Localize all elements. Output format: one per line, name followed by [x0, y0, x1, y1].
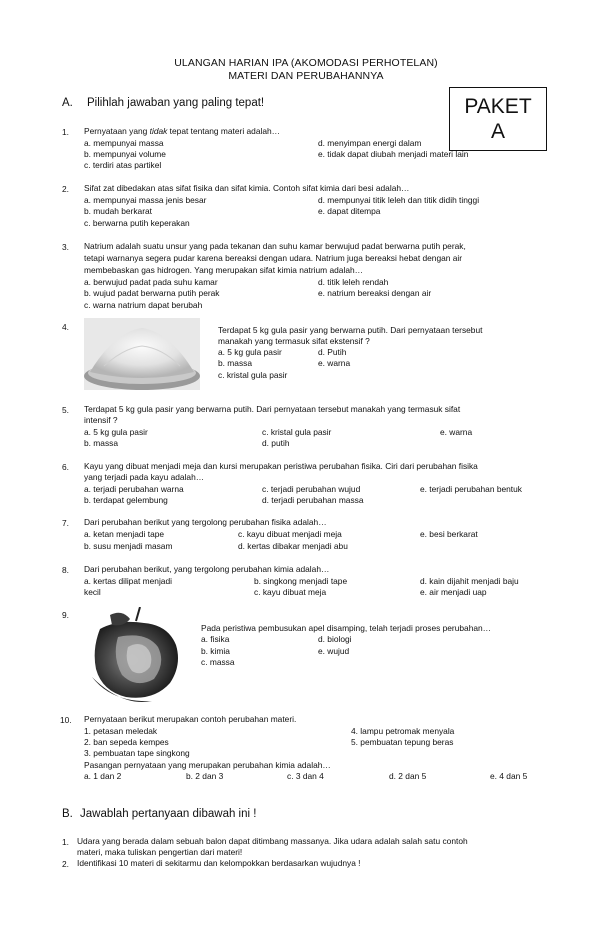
q10-option-d[interactable]: d. 2 dan 5: [389, 771, 427, 781]
q3-option-d[interactable]: d. titik leleh rendah: [318, 277, 389, 287]
q6-option-a[interactable]: a. terjadi perubahan warna: [84, 484, 184, 494]
q7-option-b[interactable]: b. susu menjadi masam: [84, 541, 173, 551]
q6-stem-line2: yang terjadi pada kayu adalah…: [84, 472, 205, 482]
q1-option-e[interactable]: e. tidak dapat diubah menjadi materi lain: [318, 149, 469, 159]
q4-option-e[interactable]: e. warna: [318, 358, 351, 368]
q6-option-b[interactable]: b. terdapat gelembung: [84, 495, 168, 505]
q7-option-e[interactable]: e. besi berkarat: [420, 529, 478, 539]
q5-option-d[interactable]: d. putih: [262, 438, 290, 448]
q5-stem-line1: Terdapat 5 kg gula pasir yang berwarna putih. Dari pernyataan tersebut manakah yang termasuk sifat: [84, 404, 461, 414]
q4-option-c[interactable]: c. kristal gula pasir: [218, 370, 288, 380]
q9-option-c[interactable]: c. massa: [201, 657, 235, 667]
paket-box: [449, 87, 547, 151]
q10-statement-4: 4. lampu petromak menyala: [351, 726, 455, 736]
q1-number: 1.: [62, 127, 69, 137]
q4-option-d[interactable]: d. Putih: [318, 347, 347, 357]
q1-option-b[interactable]: b. mempunyai volume: [84, 149, 166, 159]
q4-number: 4.: [62, 322, 69, 332]
q6-stem-line1: Kayu yang dibuat menjadi meja dan kursi merupakan peristiwa perubahan fisika. Ciri dari perubahan fisika: [84, 461, 478, 471]
q3-number: 3.: [62, 242, 69, 252]
q3-option-c[interactable]: c. warna natrium dapat berubah: [84, 300, 203, 310]
q10-statement-5: 5. pembuatan tepung beras: [351, 737, 454, 747]
q1-option-d[interactable]: d. menyimpan energi dalam: [318, 138, 422, 148]
b1-stem-line2: materi, maka tuliskan pengertian dari materi!: [77, 847, 243, 857]
q9-option-e[interactable]: e. wujud: [318, 646, 350, 656]
q5-option-b[interactable]: b. massa: [84, 438, 118, 448]
q2-number: 2.: [62, 184, 69, 194]
q10-question: Pasangan pernyataan yang merupakan perubahan kimia adalah…: [84, 760, 331, 770]
q8-option-d[interactable]: d. kain dijahit menjadi baju: [420, 576, 519, 586]
section-b-title: Jawablah pertanyaan dibawah ini !: [80, 808, 257, 820]
paket-letter: A: [490, 120, 505, 143]
q5-stem-line2: intensif ?: [84, 415, 118, 425]
section-b-letter: B.: [62, 808, 73, 820]
q4-option-b[interactable]: b. massa: [218, 358, 252, 368]
q3-option-b[interactable]: b. wujud padat berwarna putih perak: [84, 288, 220, 298]
q7-stem: Dari perubahan berikut yang tergolong perubahan fisika adalah…: [84, 517, 327, 527]
q4-stem-line1: Terdapat 5 kg gula pasir yang berwarna putih. Dari pernyataan tersebut: [218, 325, 483, 335]
q6-number: 6.: [62, 462, 69, 472]
q6-option-e[interactable]: e. terjadi perubahan bentuk: [420, 484, 522, 494]
q8-option-e[interactable]: e. air menjadi uap: [420, 587, 487, 597]
q8-option-b[interactable]: b. singkong menjadi tape: [254, 576, 348, 586]
q5-number: 5.: [62, 405, 69, 415]
q10-statement-1: 1. petasan meledak: [84, 726, 158, 736]
q9-stem: Pada peristiwa pembusukan apel disamping, telah terjadi proses perubahan…: [201, 623, 492, 633]
q7-number: 7.: [62, 518, 69, 528]
document-subtitle: MATERI DAN PERUBAHANNYA: [228, 70, 384, 82]
q7-option-d[interactable]: d. kertas dibakar menjadi abu: [238, 541, 348, 551]
q2-option-a[interactable]: a. mempunyai massa jenis besar: [84, 195, 207, 205]
q5-option-a[interactable]: a. 5 kg gula pasir: [84, 427, 148, 437]
q3-stem-line3: membebaskan gas hidrogen. Yang merupakan sifat kimia natrium adalah…: [84, 265, 364, 275]
q9-option-d[interactable]: d. biologi: [318, 634, 352, 644]
q7-option-c[interactable]: c. kayu dibuat menjadi meja: [238, 529, 342, 539]
b2-number: 2.: [62, 859, 69, 869]
q4-stem-line2: manakah yang termasuk sifat ekstensif ?: [218, 336, 370, 346]
q1-option-c[interactable]: c. terdiri atas partikel: [84, 160, 162, 170]
q1-stem: Pernyataan yang tidak tepat tentang materi adalah…: [84, 126, 281, 136]
q4-option-a[interactable]: a. 5 kg gula pasir: [218, 347, 282, 357]
b1-number: 1.: [62, 837, 69, 847]
document-title: ULANGAN HARIAN IPA (AKOMODASI PERHOTELAN): [174, 57, 438, 69]
q6-option-d[interactable]: d. terjadi perubahan massa: [262, 495, 364, 505]
q3-option-a[interactable]: a. berwujud padat pada suhu kamar: [84, 277, 218, 287]
q2-option-c[interactable]: c. berwarna putih keperakan: [84, 218, 190, 228]
q10-statement-2: 2. ban sepeda kempes: [84, 737, 169, 747]
paket-label: PAKET: [464, 95, 532, 118]
q1-option-a[interactable]: a. mempunyai massa: [84, 138, 164, 148]
q10-stem: Pernyataan berikut merupakan contoh perubahan materi.: [84, 714, 297, 724]
q5-option-c[interactable]: c. kristal gula pasir: [262, 427, 332, 437]
q8-stem: Dari perubahan berikut, yang tergolong perubahan kimia adalah…: [84, 564, 330, 574]
q10-statement-3: 3. pembuatan tape singkong: [84, 748, 190, 758]
q10-option-b[interactable]: b. 2 dan 3: [186, 771, 224, 781]
q3-option-e[interactable]: e. natrium bereaksi dengan air: [318, 288, 432, 298]
section-a-letter: A.: [62, 97, 73, 109]
q7-option-a[interactable]: a. ketan menjadi tape: [84, 529, 165, 539]
q3-stem-line1: Natrium adalah suatu unsur yang pada tekanan dan suhu kamar berwujud padat berwarna putih perak,: [84, 241, 466, 251]
q10-option-e[interactable]: e. 4 dan 5: [490, 771, 528, 781]
q5-option-e[interactable]: e. warna: [440, 427, 473, 437]
q2-option-b[interactable]: b. mudah berkarat: [84, 206, 152, 216]
b2-stem: Identifikasi 10 materi di sekitarmu dan kelompokkan berdasarkan wujudnya !: [77, 858, 361, 868]
q8-option-a-cont: kecil: [84, 587, 101, 597]
q8-number: 8.: [62, 565, 69, 575]
b1-stem-line1: Udara yang berada dalam sebuah balon dapat ditimbang massanya. Jika udara adalah salah satu contoh: [77, 836, 468, 846]
q2-option-e[interactable]: e. dapat ditempa: [318, 206, 381, 216]
q10-option-c[interactable]: c. 3 dan 4: [287, 771, 324, 781]
q9-option-b[interactable]: b. kimia: [201, 646, 230, 656]
sugar-image: [84, 318, 200, 390]
q9-number: 9.: [62, 610, 69, 620]
rotten-apple-image: [82, 607, 186, 703]
q10-option-a[interactable]: a. 1 dan 2: [84, 771, 122, 781]
q2-stem: Sifat zat dibedakan atas sifat fisika dan sifat kimia. Contoh sifat kimia dari besi adalah…: [84, 183, 410, 193]
q6-option-c[interactable]: c. terjadi perubahan wujud: [262, 484, 361, 494]
q3-stem-line2: tetapi warnanya segera pudar karena bereaksi dengan udara. Natrium juga bereaksi hebat dengan air: [84, 253, 463, 263]
q2-option-d[interactable]: d. mempunyai titik leleh dan titik didih tinggi: [318, 195, 480, 205]
q8-option-a[interactable]: a. kertas dilipat menjadi: [84, 576, 172, 586]
q9-option-a[interactable]: a. fisika: [201, 634, 230, 644]
q8-option-c[interactable]: c. kayu dibuat meja: [254, 587, 327, 597]
q10-number: 10.: [60, 715, 72, 725]
section-a-title: Pilihlah jawaban yang paling tepat!: [87, 97, 265, 109]
